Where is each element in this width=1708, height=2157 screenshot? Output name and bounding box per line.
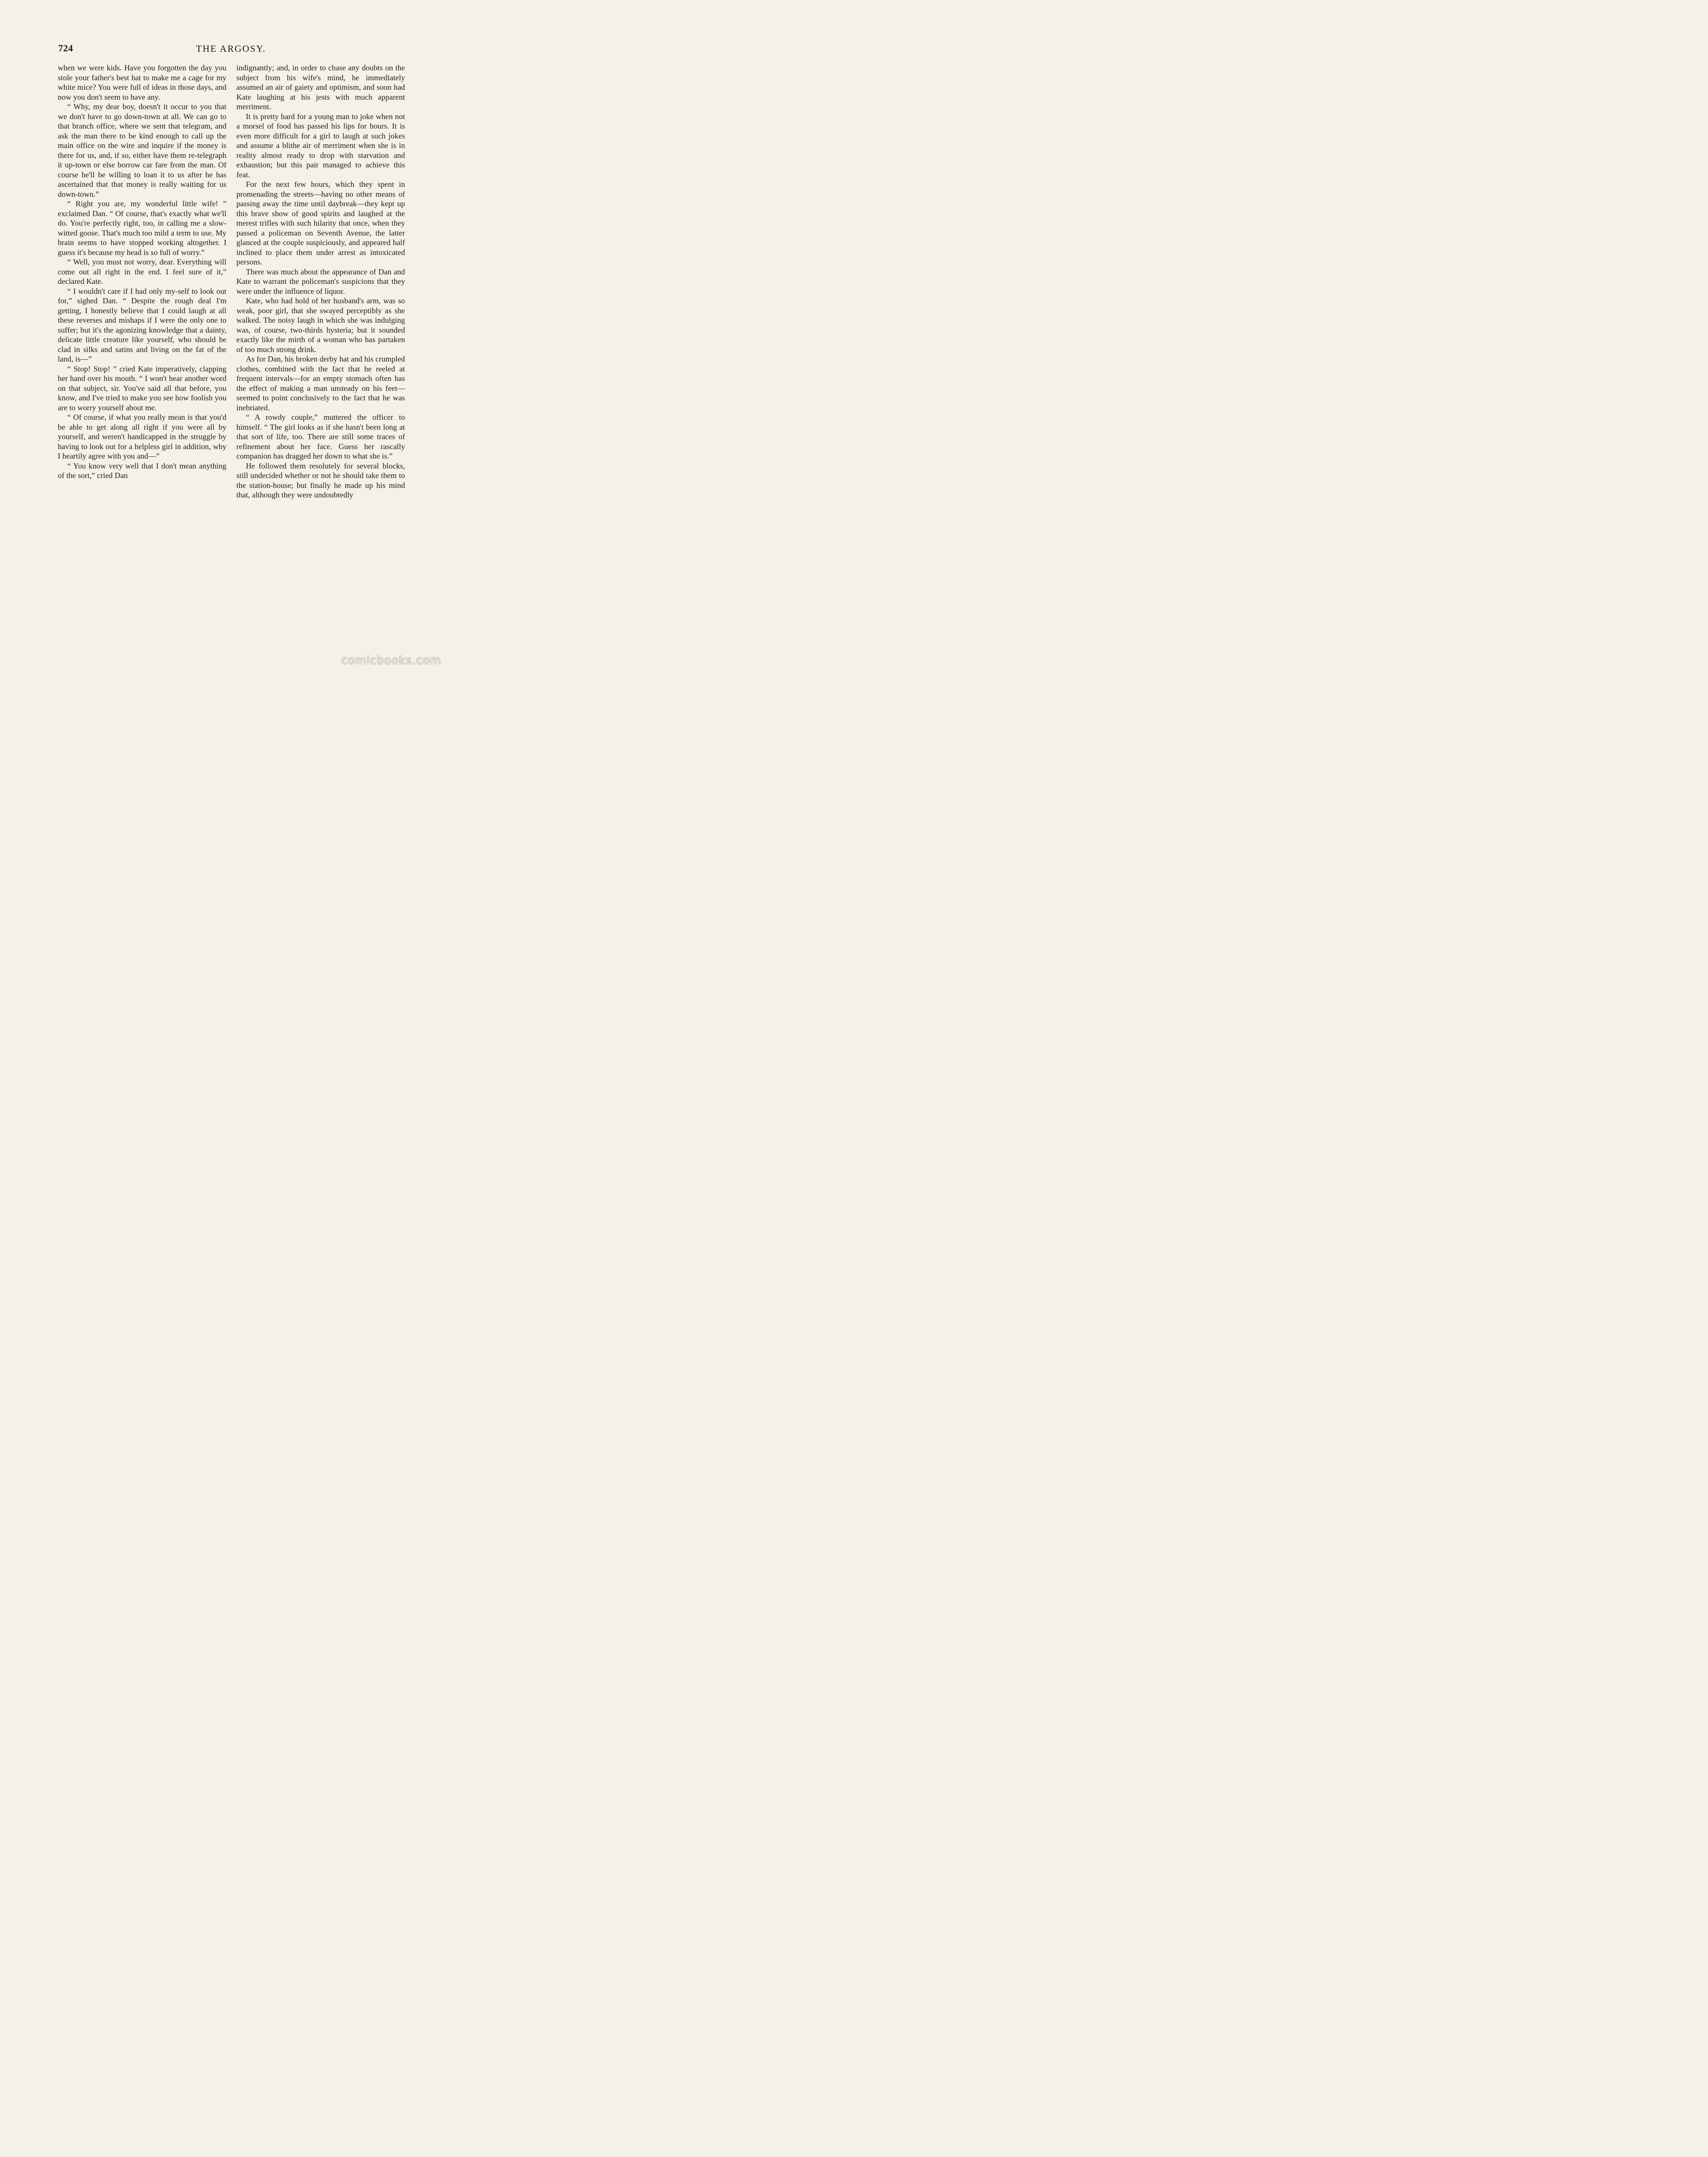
paragraph: “ You know very well that I don't mean anything of the sort,” cried Dan [58, 461, 226, 480]
paragraph: “ Stop! Stop! ” cried Kate imperatively, clapping her hand over his mouth. “ I won't hear another word on that subject, sir. You've said all that before, you know, and I've tried to make you see how foolish you are to worry yourself about me. [58, 364, 226, 412]
page-number: 724 [58, 43, 73, 53]
paragraph: “ Right you are, my wonderful little wife! ” exclaimed Dan. “ Of course, that's exactly what we'll do. You're perfectly right, too, in calling me a slow-witted goose. That's much too mild a term to use. My brain seems to have stopped working altogether. I guess it's because my head is so full of worry.” [58, 199, 226, 257]
paragraph: There was much about the appearance of Dan and Kate to warrant the policeman's suspicions that they were under the influence of liquor. [236, 267, 405, 296]
paragraph: It is pretty hard for a young man to joke when not a morsel of food has passed his lips for hours. It is even more difficult for a girl to laugh at such jokes and assume a blithe air of merriment when she is in reality almost ready to drop with starvation and exhaustion; but this pair managed to achieve this feat. [236, 112, 405, 179]
paragraph: “ Of course, if what you really mean is that you'd be able to get along all right if you were all by yourself, and weren't handicapped in the struggle by having to look out for a helpless girl in addition, why I heartily agree with you and—” [58, 413, 226, 460]
running-head: THE ARGOSY. [196, 43, 266, 54]
paragraph: “ Why, my dear boy, doesn't it occur to you that we don't have to go down-town at all. We can go to that branch office, where we sent that telegram, and ask the man there to be kind enough to call up the main office on the wire and inquire if the money is there for us, and, if so, either have them re-telegraph it up-town or else borrow car fare from the man. Of course he'll be willing to loan it to us after he has ascertained that that money is really waiting for us down-town.” [58, 102, 226, 198]
paragraph: “ I wouldn't care if I had only my-self to look out for,” sighed Dan. “ Despite the rough deal I'm getting, I honestly believe that I could laugh at all these reverses and mishaps if I were the only one to suffer; but it's the agonizing knowledge that a dainty, delicate little creature like yourself, who should be clad in silks and satins and living on the fat of the land, is—” [58, 286, 226, 363]
magazine-page [0, 0, 462, 676]
left-column [58, 63, 226, 481]
paragraph: Kate, who had hold of her husband's arm, was so weak, poor girl, that she swayed perceptibly as she walked. The noisy laugh in which she was indulging was, of course, two-thirds hysteria; but it sounded exactly like the mirth of a woman who has partaken of too much strong drink. [236, 296, 405, 354]
site-watermark: comicbooks.com [341, 654, 441, 667]
paragraph: “ A rowdy couple,” muttered the officer to himself. “ The girl looks as if she hasn't been long at that sort of life, too. There are still some traces of refinement about her face. Guess her rascally companion has dragged her down to what she is.” [236, 413, 405, 460]
paragraph: As for Dan, his broken derby hat and his crumpled clothes, combined with the fact that he reeled at frequent intervals—for an empty stomach often has the effect of making a man unsteady on his feet—seemed to point conclusively to the fact that he was inebriated. [236, 355, 405, 412]
right-column [236, 63, 405, 500]
paragraph: indignantly; and, in order to chase any doubts on the subject from his wife's mind, he immediately assumed an air of gaiety and optimism, and soon had Kate laughing at his jests with much apparent merriment. [236, 63, 405, 111]
paragraph: when we were kids. Have you forgotten the day you stole your father's best hat to make me a cage for my white mice? You were full of ideas in those days, and now you don't seem to have any. [58, 63, 226, 101]
paragraph: “ Well, you must not worry, dear. Everything will come out all right in the end. I feel sure of it,” declared Kate. [58, 258, 226, 286]
paragraph: For the next few hours, which they spent in promenading the streets—having no other means of passing away the time until daybreak—they kept up this brave show of good spirits and laughed at the merest trifles with such hilarity that once, when they passed a policeman on Seventh Avenue, the latter glanced at the couple suspiciously, and appeared half inclined to place them under arrest as intoxicated persons. [236, 180, 405, 266]
paragraph: He followed them resolutely for several blocks, still undecided whether or not he should take them to the station-house; but finally he made up his mind that, although they were undoubtedly [236, 461, 405, 499]
